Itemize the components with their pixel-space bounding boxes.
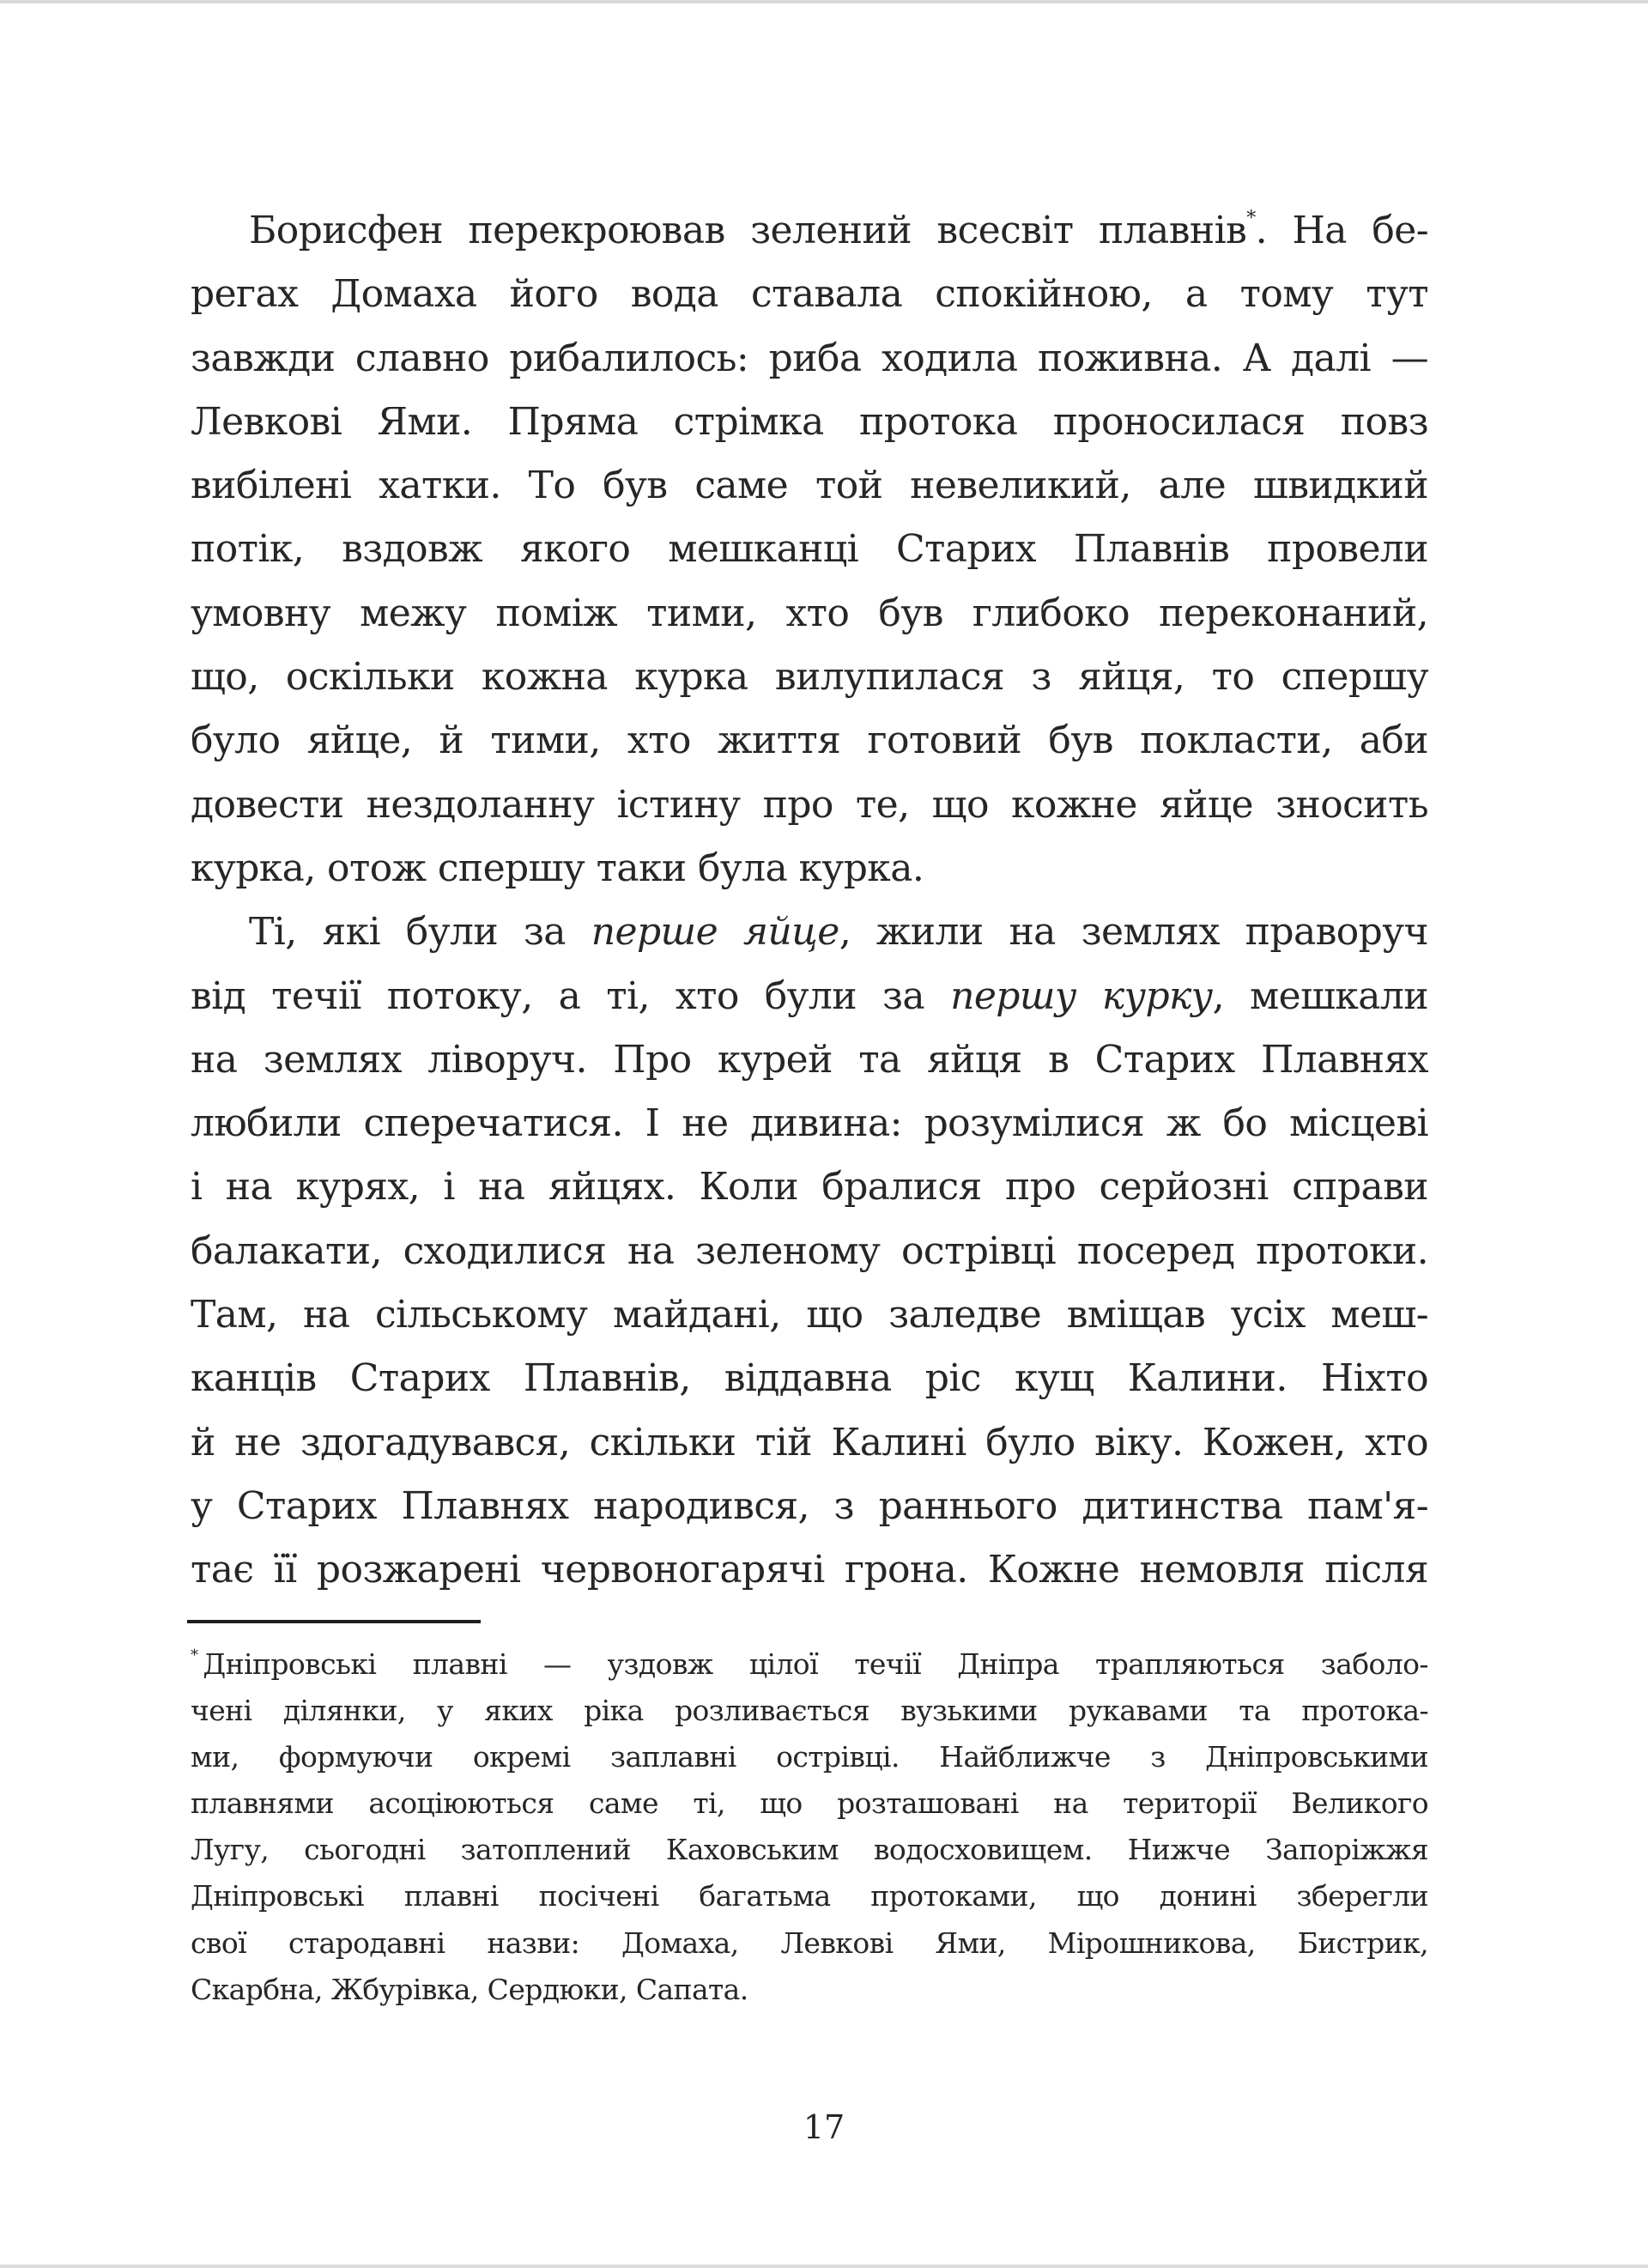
footnote-line: чені ділянки, у яких ріка розливається вузькими рукавами та протока- bbox=[191, 1694, 1428, 1728]
footnote-line: плавнями асоціюються саме ті, що розташовані на території Великого bbox=[191, 1786, 1428, 1821]
page-top-edge bbox=[0, 0, 1648, 3]
text-line: на землях ліворуч. Про курей та яйця в Старих Плавнях bbox=[191, 1037, 1428, 1082]
main-text bbox=[191, 199, 1428, 1603]
text-line: завжди славно рибалилось: риба ходила поживна. А далі — bbox=[191, 336, 1428, 380]
footnote-line: Лугу, сьогодні затоплений Каховським водосховищем. Нижче Запоріжжя bbox=[191, 1833, 1428, 1867]
footnote-line: свої стародавні назви: Домаха, Левкові Ями, Мірошникова, Бистрик, bbox=[191, 1925, 1428, 1960]
text-line: любили сперечатися. І не дивина: розумілися ж бо місцеві bbox=[191, 1101, 1428, 1146]
text-line: канців Старих Плавнів, віддавна ріс кущ Калини. Ніхто bbox=[191, 1356, 1428, 1401]
footnote-line: Дніпровські плавні посічені багатьма протоками, що донині зберегли bbox=[191, 1879, 1428, 1913]
text-line: Там, на сільському майдані, що заледве вміщав усіх меш- bbox=[191, 1293, 1428, 1337]
footnote-line: Скарбна, Жбурівка, Сердюки, Сапата. bbox=[191, 1972, 748, 2006]
text-line: Ті, які були за перше яйце, жили на землях праворуч bbox=[249, 910, 1428, 955]
footnote-reference[interactable]: * bbox=[1246, 208, 1256, 229]
text-line: регах Домаха його вода ставала спокійною, а тому тут bbox=[191, 272, 1428, 317]
emphasis: першу курку bbox=[950, 973, 1213, 1018]
text-line: від течії потоку, а ті, хто були за першу курку, мешкали bbox=[191, 973, 1428, 1018]
text-line: Левкові Ями. Пряма стрімка протока проносилася повз bbox=[191, 399, 1428, 444]
text-line: що, оскільки кожна курка вилупилася з яйця, то спершу bbox=[191, 655, 1428, 700]
text-line: було яйце, й тими, хто життя готовий був покласти, аби bbox=[191, 719, 1428, 763]
text-line: тає її розжарені червоногарячі грона. Кожне немовля після bbox=[191, 1548, 1428, 1592]
page-bottom-edge bbox=[0, 2265, 1648, 2268]
footnote-marker: * bbox=[191, 1646, 198, 1665]
footnote-line: ми, формуючи окремі заплавні острівці. Найближче з Дніпровськими bbox=[191, 1740, 1428, 1774]
text-line: потік, вздовж якого мешканці Старих Плавнів провели bbox=[191, 527, 1428, 572]
text-line: балакати, сходилися на зеленому острівці посеред протоки. bbox=[191, 1228, 1428, 1273]
footnote-separator bbox=[187, 1620, 481, 1623]
text-line: й не здогадувався, скільки тій Калині було віку. Кожен, хто bbox=[191, 1420, 1428, 1464]
text-line: курка, отож спершу таки була курка. bbox=[191, 846, 924, 890]
footnote bbox=[191, 1641, 1428, 2013]
text-line: Борисфен перекроював зелений всесвіт плавнів*. На бе- bbox=[249, 208, 1428, 252]
text-line: умовну межу поміж тими, хто був глибоко переконаний, bbox=[191, 591, 1428, 635]
footnote-line: * Дніпровські плавні — уздовж цілої течії Дніпра трапляються заболо- bbox=[191, 1646, 1428, 1681]
text-line: довести нездоланну істину про те, що кожне яйце зносить bbox=[191, 782, 1428, 827]
page-number: 17 bbox=[803, 2108, 845, 2146]
emphasis: перше яйце bbox=[591, 910, 839, 955]
text-line: вибілені хатки. То був саме той невеликий, але швидкий bbox=[191, 464, 1428, 508]
text-line: і на курях, і на яйцях. Коли бралися про серйозні справи bbox=[191, 1165, 1428, 1210]
text-line: у Старих Плавнях народився, з раннього дитинства пам'я- bbox=[191, 1483, 1428, 1528]
